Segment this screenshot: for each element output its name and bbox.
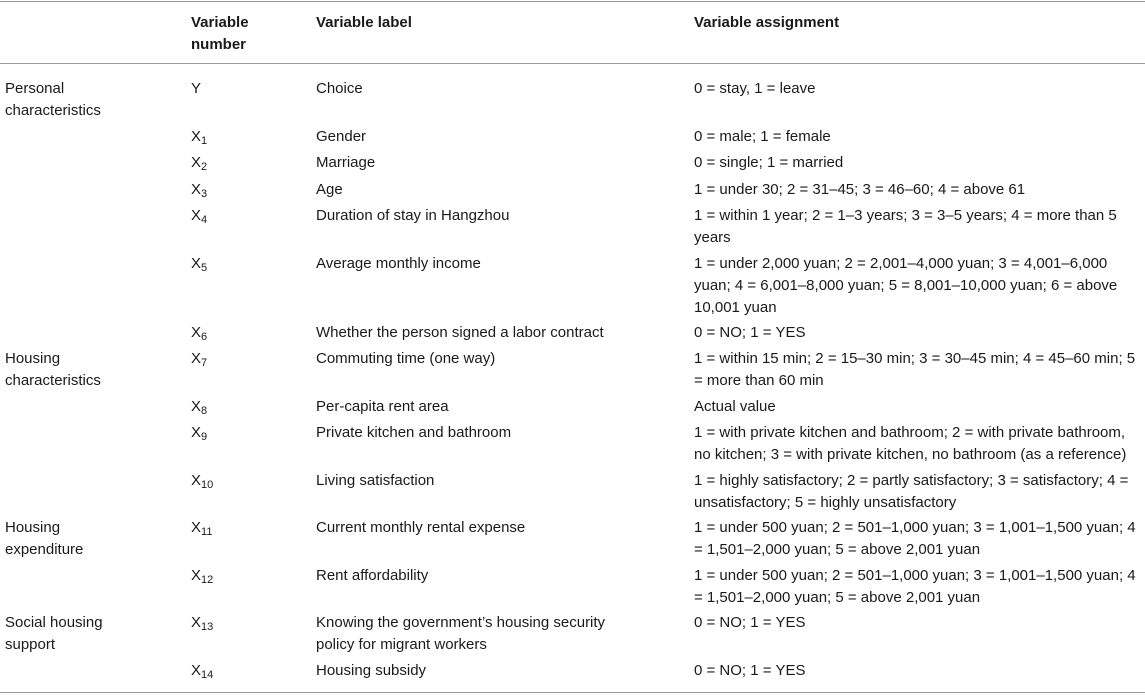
- table-row-assignment: 1 = highly satisfactory; 2 = partly satisfactory; 3 = satisfactory; 4 = unsatisfactory; 5 = highly unsatisfactory: [694, 472, 1129, 511]
- table-row-label: Rent affordability: [316, 567, 429, 584]
- header-variable-assignment: Variable assignment: [694, 14, 840, 31]
- header-variable-label: Variable label: [316, 14, 412, 31]
- group-social-housing-support: Social housing support: [5, 614, 103, 653]
- group-housing-expenditure: Housing expenditure: [5, 519, 84, 558]
- table-row-label: Living satisfaction: [316, 472, 435, 489]
- table-row-label: Gender: [316, 128, 367, 145]
- table-row-number: $X_2$: [191, 154, 208, 173]
- table-row-number: $X_8$: [191, 398, 208, 417]
- table-row-assignment: 1 = under 30; 2 = 31–45; 3 = 46–60; 4 = above 61: [694, 181, 1026, 198]
- table-row-number: $X_{10}$: [191, 472, 214, 491]
- table-row-label: Choice: [316, 80, 363, 97]
- table-row-number: $X_6$: [191, 324, 208, 343]
- table-row-assignment: 0 = male; 1 = female: [694, 128, 831, 145]
- table-row-label: Duration of stay in Hangzhou: [316, 207, 510, 224]
- table-row-label: Housing subsidy: [316, 662, 427, 679]
- group-housing-characteristics: Housing characteristics: [5, 350, 101, 389]
- table-row-label: Whether the person signed a labor contract: [316, 324, 604, 341]
- table-row-number: $X_{13}$: [191, 614, 214, 633]
- table-row-number: $X_{11}$: [191, 519, 213, 538]
- table-row-assignment: 1 = under 2,000 yuan; 2 = 2,001–4,000 yuan; 3 = 4,001–6,000 yuan; 4 = 6,001–8,000 yuan; 5 = 8,001–10,000 yuan; 6 = above 10,001 yuan: [694, 255, 1118, 316]
- table-row-assignment: Actual value: [694, 398, 776, 415]
- table-top-rule: [0, 1, 1145, 2]
- table-row-assignment: 0 = NO; 1 = YES: [694, 324, 806, 341]
- table-row-label: Per-capita rent area: [316, 398, 449, 415]
- table-row-number: $X_{14}$: [191, 662, 214, 681]
- table-row-label: Knowing the government’s housing security policy for migrant workers: [316, 614, 606, 653]
- table-row-assignment: 1 = under 500 yuan; 2 = 501–1,000 yuan; 3 = 1,001–1,500 yuan; 4 = 1,501–2,000 yuan; 5 = above 2,001 yuan: [694, 567, 1136, 606]
- header-rule: [0, 63, 1145, 64]
- table-row-assignment: 0 = stay, 1 = leave: [694, 80, 816, 97]
- table-row-number: Y: [191, 80, 202, 97]
- header-variable-number: Variable number: [191, 14, 249, 53]
- table-row-label: Current monthly rental expense: [316, 519, 526, 536]
- table-row-label: Marriage: [316, 154, 376, 171]
- group-personal-characteristics: Personal characteristics: [5, 80, 101, 119]
- table-row-assignment: 0 = NO; 1 = YES: [694, 662, 806, 679]
- table-row-number: $X_3$: [191, 181, 208, 200]
- table-row-label: Average monthly income: [316, 255, 481, 272]
- table-row-number: $X_5$: [191, 255, 208, 274]
- table-row-label: Age: [316, 181, 343, 198]
- table-row-assignment: 1 = within 15 min; 2 = 15–30 min; 3 = 30–45 min; 4 = 45–60 min; 5 = more than 60 min: [694, 350, 1136, 389]
- table-row-label: Commuting time (one way): [316, 350, 496, 367]
- table-row-assignment: 0 = NO; 1 = YES: [694, 614, 806, 631]
- table-row-assignment: 1 = under 500 yuan; 2 = 501–1,000 yuan; 3 = 1,001–1,500 yuan; 4 = 1,501–2,000 yuan; 5 = above 2,001 yuan: [694, 519, 1136, 558]
- table-row-number: $X_7$: [191, 350, 208, 369]
- table-row-number: $X_4$: [191, 207, 208, 226]
- table-row-number: $X_9$: [191, 424, 208, 443]
- table-row-number: $X_1$: [191, 128, 208, 147]
- table-row-assignment: 1 = with private kitchen and bathroom; 2 = with private bathroom, no kitchen; 3 = with private kitchen, no bathroom (as a reference): [694, 424, 1127, 463]
- table-bottom-rule: [0, 692, 1145, 693]
- table-row-label: Private kitchen and bathroom: [316, 424, 512, 441]
- table-row-number: $X_{12}$: [191, 567, 214, 586]
- table-row-assignment: 1 = within 1 year; 2 = 1–3 years; 3 = 3–5 years; 4 = more than 5 years: [694, 207, 1117, 246]
- table-row-assignment: 0 = single; 1 = married: [694, 154, 844, 171]
